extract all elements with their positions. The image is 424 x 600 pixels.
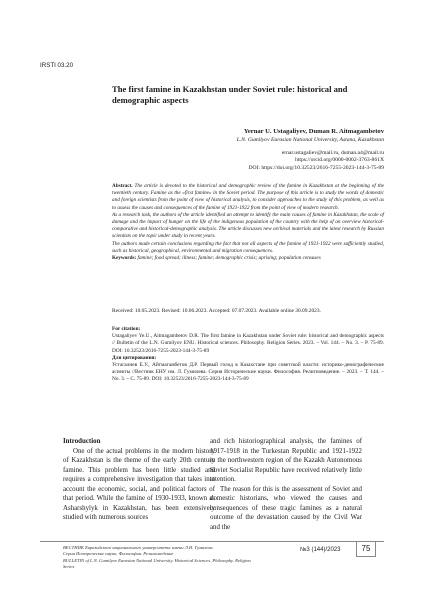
doi-link[interactable]: DOI: https://doi.org/10.32523/2616-7255-2023-144-3-75-89: [248, 164, 384, 171]
citation-ru-text: Устагалиев Е.У., Айтмагамбетов Д.Р. Первый голод в Казахстане при советской власти: историко-демографические аспекты //Вестник ЕНУ им. Л. Гумилева. Серия Исторические науки. Философия. Религиоведение. – 2023. – Т. 144. – No. 3. – С. 75-89. DOI: 10.32523/2616-7255-2023-144-3-75-89: [112, 362, 384, 383]
intro-left-column: [63, 437, 215, 523]
abstract-p2: As a research task, the authors of the article identified an attempt to identify the main causes of famine in Kazakhstan, the scale of damage and the impact of hunger on the life of the indigenous population of the country with the help of an overview historical-comparative and historical-demographic analysis. The article discusses new archival materials and the latest research by Russian scientists on the topic under study in recent years.: [112, 211, 384, 240]
authors: Yernar U. Ustagaliyev, Duman R. Aitmagambetov: [243, 128, 384, 135]
intro-right-column: [210, 437, 362, 532]
article-dates: Received: 10.05.2023. Revised: 10.06.2023. Accepted: 07.07.2023. Available online 30.09.2023.: [112, 308, 321, 314]
author-contacts: [84, 150, 384, 172]
footer-line-2: Серия Исторические науки. Философия. Религиоведение: [63, 551, 174, 557]
page-number: 75: [356, 541, 376, 557]
citation-ru-label: Для цитирования:: [112, 354, 157, 361]
intro-right-p1: and rich historiographical analysis, the famines of 1917-1918 in the Turkestan Republic and 1921-1922 in the northwestern region of the Kazakh Autonomous Soviet Socialist Republic have received relatively little attention.: [210, 438, 362, 483]
journal-footer: [63, 545, 263, 570]
emails: ernar.ustagaliev@mail.ru, duman.a4@mail.ru: [281, 150, 384, 156]
abstract-label: Abstract.: [112, 183, 133, 189]
keywords: famine; food spread; illness; famine; demographic crisis; uprising; population censuses: [137, 255, 321, 262]
citation-block: [112, 326, 384, 384]
orcid-link[interactable]: https://orcid.org/0000-0002-3763-861X: [295, 157, 384, 164]
irsti-code: IRSTI 03.20: [40, 62, 74, 69]
article-title: The first famine in Kazakhstan under Soviet rule: historical and demographic aspects: [112, 84, 348, 105]
abstract-p1: The article is devoted to the historical and demographic review of the famine in Kazakhstan at the beginning of the twentieth century. Famine as the «first famine» in the Soviet period. The purpose of this article is to study the words of domestic and foreign scientists from the point of view of historical analysis, to consider approaches to the study of this problem, as well as to assess the causes and consequences of the famine of 1921-1922 from the point of view of modern research.: [112, 183, 384, 211]
abstract-p3: The authors made certain conclusions regarding the fact that not all aspects of the famine of 1921-1922 were sufficiently studied, such as historical, geographical, environmental and migration consequences.: [112, 240, 384, 254]
keywords-label: Keywords:: [112, 255, 137, 262]
intro-left-text: One of the actual problems in the modern history of Kazakhstan is the theme of the early 20th century famine. This problem has been little studied and requires a comprehensive investigation that takes into account the economic, social, and political factors of that period. While the famine of 1930-1933, known as Asharshylyk in Kazakhstan, has been extensively studied with numerous sources: [63, 447, 215, 521]
issue-number: №3 (144)/2023: [300, 547, 341, 553]
intro-heading: Introduction: [63, 438, 101, 445]
footer-divider: [40, 541, 384, 542]
footer-line-3: BULLETIN of L.N. Gumilyov Eurasian National University. Historical Sciences. Philosophy. Religion Series: [63, 557, 251, 569]
abstract: [112, 183, 384, 262]
citation-text: Ustagaliyev Ye.U., Aitmagambetov D.R. The first famine in Kazakhstan under Soviet rule: historical and demographic aspects // Bulletin of the L.N. Gumilyov ENU. Historical sciences. Philosophy. Religion Series. 2023. – Vol. 144. – No. 3. – P. 75-89. DOI: 10.32523/2616-7255-2023-144-3-75-89: [112, 333, 384, 354]
footer-line-1: ВЕСТНИК Евразийского национального университета имени Л.Н. Гумилева.: [63, 545, 214, 550]
affiliation: L.N. Gumilyov Eurasian National University, Astana, Kazakhstan: [236, 137, 384, 143]
citation-label: For citation:: [112, 326, 141, 332]
intro-right-p2: The reason for this is the assessment of Soviet and domestic historians, who viewed the causes and consequences of these tragic famines as a natural outcome of the devastation caused by the Civil War and the: [210, 485, 362, 531]
